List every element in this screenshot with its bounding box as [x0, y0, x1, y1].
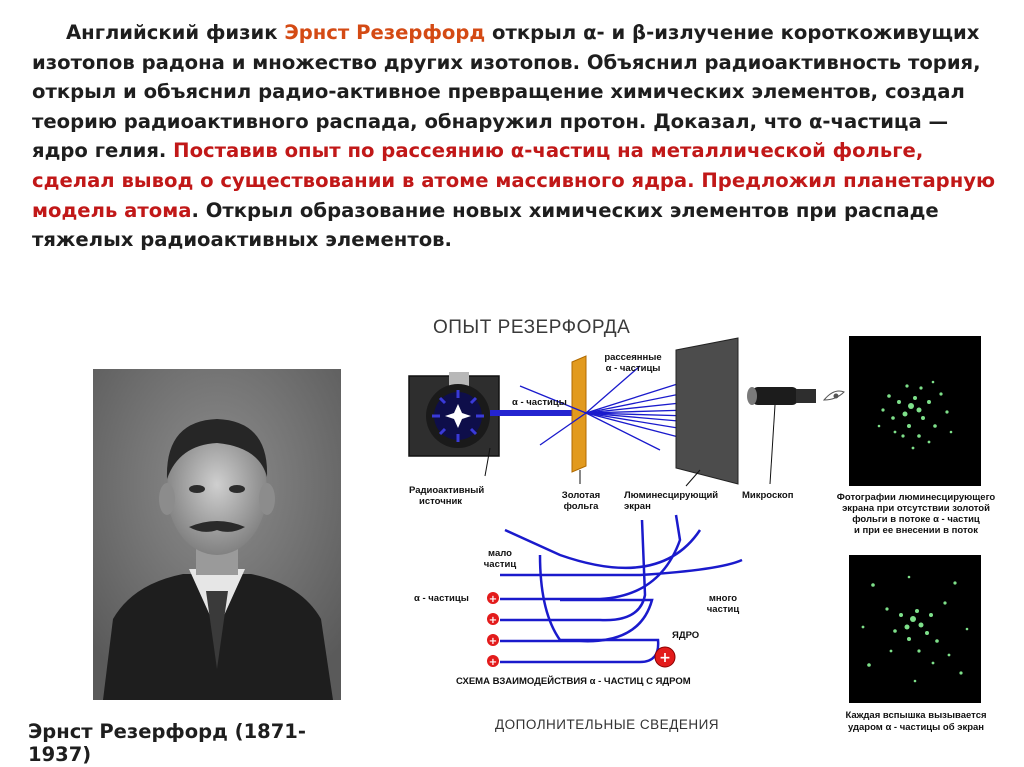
text-p5: -частица — ядро гелия. — [32, 109, 949, 163]
text-p6: . Открыл образование новых химических элементов при распаде тяжелых радиоактивных элементов. — [32, 198, 939, 252]
label-alpha-particles: α - частицы — [512, 397, 567, 408]
label-many-2: частиц — [706, 604, 740, 615]
alpha-beam — [490, 410, 574, 416]
portrait-caption: Эрнст Резерфорд (1871-1937) — [28, 720, 306, 766]
interaction-trajectories — [500, 515, 742, 662]
alpha-symbol: α — [583, 21, 597, 44]
label-foil-2: фольга — [563, 501, 599, 512]
label-many-1: много — [708, 593, 738, 604]
svg-text:+: + — [659, 650, 671, 666]
luminescent-screen — [676, 338, 738, 484]
svg-text:+: + — [488, 615, 498, 626]
svg-text:+: + — [488, 636, 498, 647]
text-p4: -излучение короткоживущих изотопов радона и множество других изотопов. Объяснил радиоактивность тория, открыл и объяснил радио-активное превращение химических элементов, создал теорию радиоактивного распада, обнаружил протон. Доказал, что — [32, 21, 981, 133]
flashes-1 — [849, 336, 981, 486]
svg-text:+: + — [488, 657, 498, 668]
alpha-symbol-3: α — [510, 139, 525, 163]
additional-info-link: ДОПОЛНИТЕЛЬНЫЕ СВЕДЕНИЯ — [495, 717, 720, 732]
scattered-rays — [520, 366, 690, 450]
label-photo-1: Фотографии люминесцирующего — [836, 492, 996, 503]
alpha-symbol-2: α — [808, 109, 823, 133]
label-microscope: Микроскоп — [742, 490, 794, 501]
label-photo-2: экрана при отсутствии золотой — [842, 503, 990, 514]
text-p3: - и — [596, 21, 633, 44]
label-few-2: частиц — [483, 559, 517, 570]
svg-text:+: + — [488, 594, 498, 605]
plus-charge-icon — [487, 592, 675, 668]
label-nucleus: ЯДРО — [672, 630, 700, 641]
microscope-icon — [747, 387, 816, 405]
label-scattered-2: α - частицы — [605, 363, 661, 374]
label-photo-4: и при ее внесении в поток — [854, 525, 978, 536]
label-source-2: источник — [419, 496, 463, 507]
text-p2: открыл — [485, 21, 584, 44]
text-p1: Английский физик — [66, 21, 285, 44]
radioactive-source — [409, 372, 499, 456]
label-flash-1: Каждая вспышка вызывается — [845, 710, 987, 721]
label-flash-2: ударом α - частицы об экран — [847, 722, 985, 733]
label-screen-1: Люминесцирующий — [624, 490, 719, 501]
scientist-name: Эрнст Резерфорд — [284, 21, 486, 44]
highlight-2: -частиц на металлической фольге, сделал вывод о существовании в атоме массивного ядра. Предложил планетарную модель атома — [32, 139, 996, 222]
label-screen-2: экран — [624, 501, 651, 512]
highlight-1: Поставив опыт по рассеянию — [173, 139, 511, 163]
label-photo-3: фольги в потоке α - частиц — [852, 514, 980, 525]
label-scattered-1: рассеянные — [604, 352, 662, 363]
experiment-title: ОПЫТ РЕЗЕРФОРДА — [433, 317, 631, 338]
label-few-1: мало — [488, 548, 512, 559]
eye-icon — [824, 391, 844, 400]
label-source-1: Радиоактивный — [409, 485, 485, 496]
label-scheme: СХЕМА ВЗАИМОДЕЙСТВИЯ α - ЧАСТИЦ С ЯДРОМ — [456, 676, 691, 687]
flashes-2 — [849, 555, 981, 703]
beta-symbol: β — [632, 21, 647, 44]
label-foil-1: Золотая — [561, 490, 601, 501]
label-alpha-left: α - частицы — [414, 593, 469, 604]
